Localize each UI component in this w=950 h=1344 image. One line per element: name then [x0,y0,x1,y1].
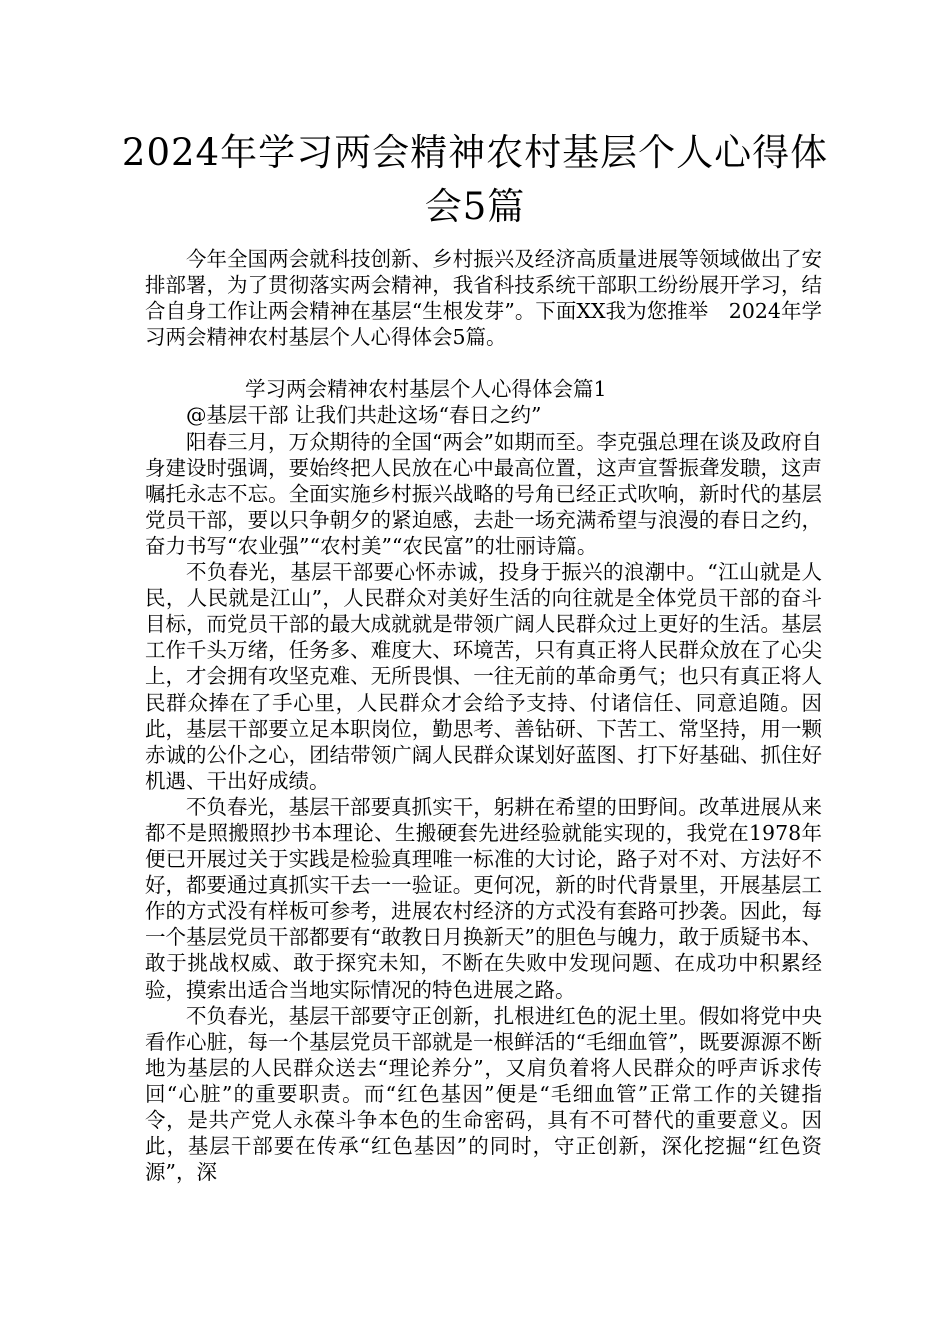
body-paragraph-4: 不负春光，基层干部要守正创新，扎根进红色的泥土里。假如将党中央看作心脏，每一个基层党员干部就是一根鲜活的“毛细血管”，既要源源不断地为基层的人民群众送去“理论养分”，又肩负着将人民群众的呼声诉求传回“心脏”的重要职责。而“红色基因”便是“毛细血管”正常工作的关键指令，是共产党人永葆斗争本色的生命密码，具有不可替代的重要意义。因此，基层干部要在传承“红色基因”的同时，守正创新，深化挖掘“红色资源”，深 [145,1003,822,1185]
body-paragraph-2: 不负春光，基层干部要心怀赤诚，投身于振兴的浪潮中。“江山就是人民，人民就是江山”，人民群众对美好生活的向往就是全体党员干部的奋斗目标，而党员干部的最大成就就是带领广阔人民群众过上更好的生活。基层工作千头万绪，任务多、难度大、环境苦，只有真正将人民群众放在了心尖上，才会拥有攻坚克难、无所畏惧、一往无前的革命勇气；也只有真正将人民群众捧在了手心里，人民群众才会给予支持、付诸信任、同意追随。因此，基层干部要立足本职岗位，勤思考、善钻研、下苦工、常坚持，用一颗赤诚的公仆之心，团结带领广阔人民群众谋划好蓝图、打下好基础、抓住好机遇、干出好成绩。 [145,560,822,793]
section-heading: 学习两会精神农村基层个人心得体会篇1 [245,377,607,402]
document-title [120,126,830,234]
document-body [145,246,822,1185]
body-paragraph-3: 不负春光，基层干部要真抓实干，躬耕在希望的田野间。改革进展从来都不是照搬照抄书本理论、生搬硬套先进经验就能实现的，我党在1978年便已开展过关于实践是检验真理唯一标准的大讨论，路子对不对、方法好不好，都要通过真抓实干去一一验证。更何况，新的时代背景里，开展基层工作的方式没有样板可参考，进展农村经济的方式没有套路可抄袭。因此，每一个基层党员干部都要有“敢教日月换新天”的胆色与魄力，敢于质疑书本、敢于挑战权威、敢于探究未知，不断在失败中发现问题、在成功中积累经验，摸索出适合当地实际情况的特色进展之路。 [145,794,822,1002]
spacer [145,350,822,376]
title-line-2: 会5篇 [424,185,526,228]
body-paragraph-1: 阳春三月，万众期待的全国“两会”如期而至。李克强总理在谈及政府自身建设时强调，要始终把人民放在心中最高位置，这声宣誓振聋发聩，这声嘱托永志不忘。全面实施乡村振兴战略的号角已经正式吹响，新时代的基层党员干部，要以只争朝夕的紧迫感，去赴一场充满希望与浪漫的春日之约，奋力书写“农业强”“农村美”“农民富”的壮丽诗篇。 [145,429,822,558]
greeting-line: @基层干部 让我们共赴这场“春日之约” [186,403,542,428]
intro-paragraph: 今年全国两会就科技创新、乡村振兴及经济高质量进展等领域做出了安排部署，为了贯彻落实两会精神，我省科技系统干部职工纷纷展开学习，结合自身工作让两会精神在基层“生根发芽”。下面XX我为您推举 2024年学习两会精神农村基层个人心得体会5篇。 [145,247,822,350]
title-line-1: 2024年学习两会精神农村基层个人心得体 [121,131,829,174]
